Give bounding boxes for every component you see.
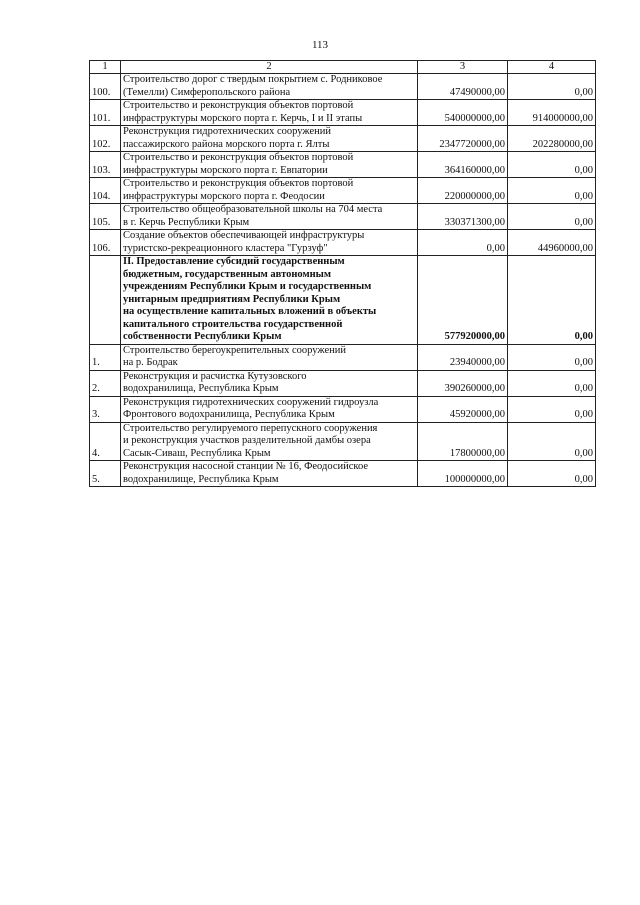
description-line: Создание объектов обеспечивающей инфраструктуры — [123, 230, 365, 241]
description-line: Фронтового водохранилища, Республика Крым — [123, 409, 335, 420]
description-line: капитального строительства государственной — [123, 318, 343, 330]
description-line: инфраструктуры морского порта г. Евпатории — [123, 164, 328, 176]
column-header-4: 4 — [508, 61, 596, 74]
description-line: Сасык-Сиваш, Республика Крым — [123, 447, 271, 459]
row-number: 102. — [90, 126, 121, 152]
amount-column-4: 914000000,00 — [508, 100, 596, 126]
description-line: II. Предоставление субсидий государственным — [123, 256, 345, 267]
table-row — [90, 461, 596, 487]
amount-column-3: 364160000,00 — [418, 152, 508, 178]
table-row — [90, 204, 596, 230]
description-line: Строительство общеобразовательной школы на 704 места — [123, 204, 383, 215]
row-number: 103. — [90, 152, 121, 178]
amount-column-3: 45920000,00 — [418, 396, 508, 422]
table-row — [90, 152, 596, 178]
amount-column-4: 0,00 — [508, 461, 596, 487]
description-line: Реконструкция гидротехнических сооружений — [123, 126, 332, 137]
amount-column-3: 23940000,00 — [418, 344, 508, 370]
row-description — [121, 100, 418, 126]
row-number: 104. — [90, 178, 121, 204]
amount-column-4: 0,00 — [508, 178, 596, 204]
amount-column-3: 540000000,00 — [418, 100, 508, 126]
column-header-3: 3 — [418, 61, 508, 74]
description-line: Строительство и реконструкция объектов портовой — [123, 152, 354, 163]
description-line: на р. Бодрак — [123, 357, 178, 368]
row-description — [121, 396, 418, 422]
row-number: 2. — [90, 370, 121, 396]
description-line: Строительство и реконструкция объектов портовой — [123, 178, 354, 189]
amount-column-3: 330371300,00 — [418, 204, 508, 230]
description-line: Реконструкция и расчистка Кутузовского — [123, 370, 307, 382]
amount-column-4: 0,00 — [508, 74, 596, 100]
row-description — [121, 126, 418, 152]
description-line: бюджетным, государственным автономным — [123, 268, 332, 280]
amount-column-3: 577920000,00 — [418, 256, 508, 345]
table-row — [90, 178, 596, 204]
description-line: пассажирского района морского порта г. Ялты — [123, 138, 330, 150]
amount-column-4: 44960000,00 — [508, 230, 596, 256]
description-line: водохранилище, Республика Крым — [123, 473, 279, 485]
row-description — [121, 74, 418, 100]
row-description — [121, 344, 418, 370]
description-line: Строительство берегоукрепительных сооружений — [123, 344, 347, 356]
row-number: 101. — [90, 100, 121, 126]
row-description — [121, 204, 418, 230]
row-description — [121, 152, 418, 178]
row-description — [121, 422, 418, 461]
table-body — [90, 74, 596, 487]
amount-column-3: 17800000,00 — [418, 422, 508, 461]
amount-column-3: 0,00 — [418, 230, 508, 256]
description-line: унитарным предприятиям Республики Крым — [123, 293, 341, 305]
amount-column-4: 0,00 — [508, 152, 596, 178]
table-row — [90, 370, 596, 396]
row-number: 1. — [90, 344, 121, 370]
row-description — [121, 461, 418, 487]
description-line: инфраструктуры морского порта г. Керчь, I и II этапы — [123, 112, 363, 124]
description-line: и реконструкция участков разделительной дамбы озера — [123, 435, 371, 446]
row-number: 105. — [90, 204, 121, 230]
table-row — [90, 100, 596, 126]
row-number: 3. — [90, 396, 121, 422]
row-number: 4. — [90, 422, 121, 461]
amount-column-4: 0,00 — [508, 422, 596, 461]
amount-column-4: 0,00 — [508, 344, 596, 370]
amount-column-3: 220000000,00 — [418, 178, 508, 204]
row-description — [121, 178, 418, 204]
description-line: инфраструктуры морского порта г. Феодосии — [123, 190, 325, 202]
amount-column-4: 202280000,00 — [508, 126, 596, 152]
amount-column-3: 390260000,00 — [418, 370, 508, 396]
amount-column-3: 100000000,00 — [418, 461, 508, 487]
description-line: собственности Республики Крым — [123, 331, 282, 342]
description-line: Реконструкция насосной станции № 16, Феодосийское — [123, 461, 369, 472]
table-row — [90, 396, 596, 422]
description-line: (Темелли) Симферопольского района — [123, 86, 291, 98]
column-header-1: 1 — [90, 61, 121, 74]
description-line: Строительство регулируемого перепускного сооружения — [123, 422, 378, 434]
table-row — [90, 230, 596, 256]
row-description — [121, 230, 418, 256]
amount-column-4: 0,00 — [508, 370, 596, 396]
description-line: на осуществление капитальных вложений в объекты — [123, 306, 377, 317]
description-line: в г. Керчь Республики Крым — [123, 216, 250, 228]
description-line: водохранилища, Республика Крым — [123, 383, 279, 394]
table-row — [90, 344, 596, 370]
amount-column-3: 47490000,00 — [418, 74, 508, 100]
description-line: Реконструкция гидротехнических сооружений гидроузла — [123, 396, 379, 408]
amount-column-4: 0,00 — [508, 204, 596, 230]
section-row — [90, 256, 596, 345]
description-line: Строительство и реконструкция объектов портовой — [123, 100, 354, 111]
amount-column-4: 0,00 — [508, 256, 596, 345]
description-line: Строительство дорог с твердым покрытием с. Родниковое — [123, 74, 383, 85]
description-line: учреждениям Республики Крым и государственным — [123, 281, 372, 292]
row-number: 5. — [90, 461, 121, 487]
table-header-row — [90, 61, 596, 74]
row-description — [121, 370, 418, 396]
row-number: 106. — [90, 230, 121, 256]
column-header-2: 2 — [121, 61, 418, 74]
page-number: 113 — [311, 39, 329, 51]
amount-column-4: 0,00 — [508, 396, 596, 422]
description-line: туристско-рекреационного кластера "Гурзуф" — [123, 242, 328, 254]
table-row — [90, 126, 596, 152]
table-row — [90, 74, 596, 100]
table-row — [90, 422, 596, 461]
amount-column-3: 2347720000,00 — [418, 126, 508, 152]
row-description — [121, 256, 418, 345]
row-number: 100. — [90, 74, 121, 100]
budget-table — [89, 60, 596, 487]
row-number — [90, 256, 121, 345]
